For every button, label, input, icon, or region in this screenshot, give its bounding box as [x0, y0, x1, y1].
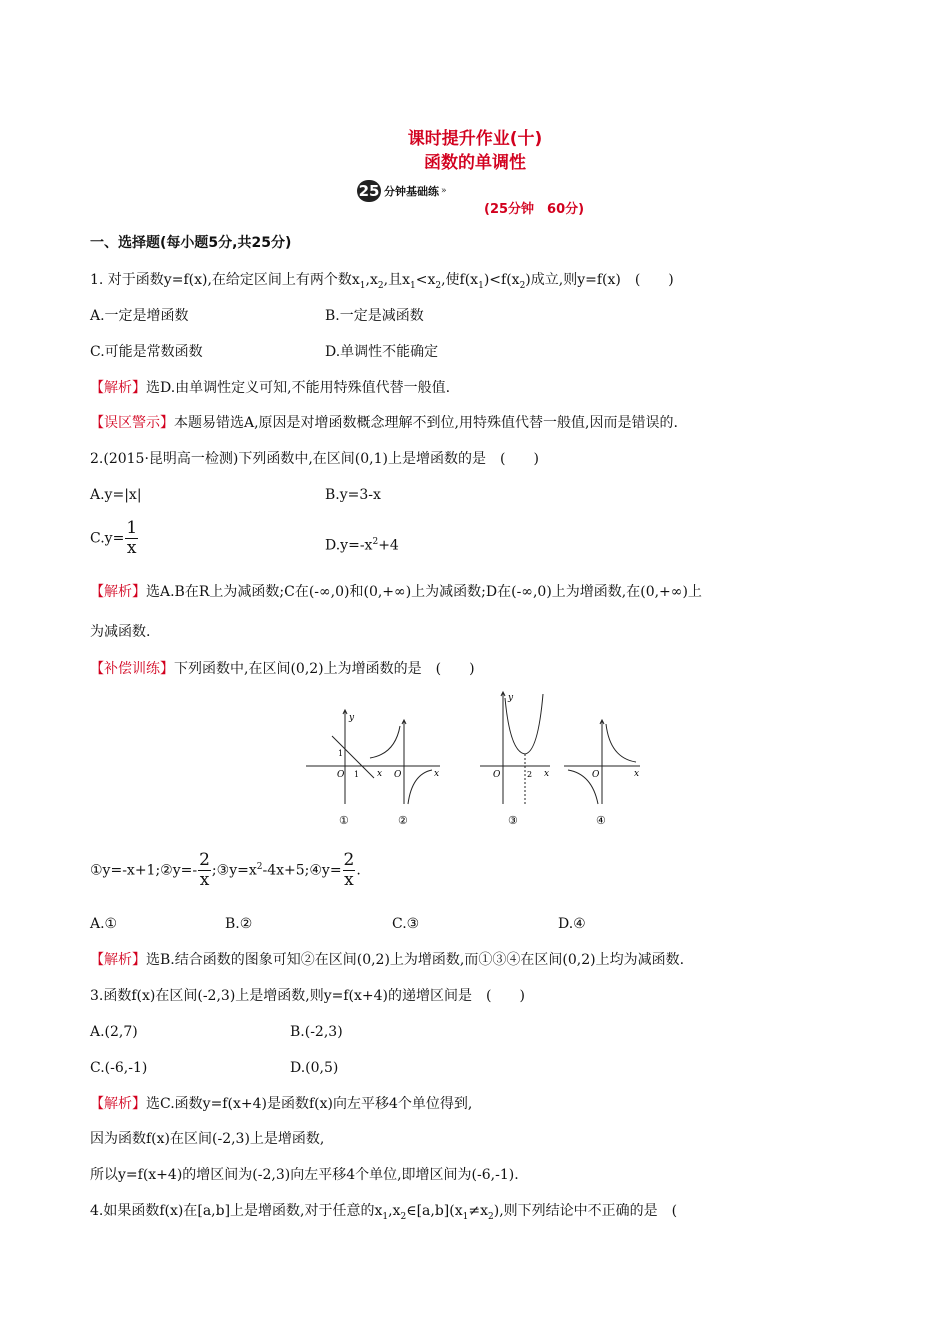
supp-option-b: B.② — [225, 916, 253, 932]
analysis-tag: 【解析】 — [90, 952, 146, 968]
time-info: (25分钟 60分) — [484, 202, 585, 217]
q3-option-b: B.(-2,3) — [290, 1024, 343, 1040]
graph-3-x-label: x — [544, 769, 550, 779]
graph-3-tick: 2 — [527, 770, 533, 779]
graph-3-y-label: y — [508, 693, 514, 703]
section-title: 一、选择题(每小题5分,共25分) — [90, 235, 292, 251]
supp-analysis: 【解析】选B.结合函数的图象可知②在区间(0,2)上为增函数,而①③④在区间(0,2)上均为减函数. — [90, 952, 685, 968]
graph-1 — [306, 710, 384, 804]
q3-option-a: A.(2,7) — [90, 1024, 138, 1040]
q2-analysis-1: 【解析】选A.B在R上为减函数;C在(-∞,0)和(0,+∞)上为减函数;D在(-∞,0)上为增函数,在(0,+∞)上 — [90, 584, 702, 600]
graph-label-2: ② — [398, 814, 408, 827]
graph-4-x-label: x — [634, 769, 640, 779]
supp-option-d: D.④ — [558, 916, 586, 932]
graph-1-tick-y: 1 — [338, 749, 344, 758]
q1-option-b: B.一定是减函数 — [325, 308, 424, 324]
q2-analysis-2: 为减函数. — [90, 624, 151, 640]
page-title: 课时提升作业(十) — [407, 129, 543, 149]
supp-option-a: A.① — [90, 916, 118, 932]
analysis-tag: 【解析】 — [90, 380, 146, 396]
graph-2-x-label: x — [434, 769, 440, 779]
analysis-tag: 【解析】 — [90, 1096, 146, 1112]
page-subtitle: 函数的单调性 — [424, 153, 526, 173]
supp-stem: 【补偿训练】下列函数中,在区间(0,2)上为增函数的是 ( ) — [90, 661, 475, 677]
graph-label-3: ③ — [508, 814, 518, 827]
graph-3-origin: O — [493, 770, 501, 780]
q1-analysis: 【解析】选D.由单调性定义可知,不能用特殊值代替一般值. — [90, 380, 451, 396]
graph-4 — [564, 720, 640, 804]
graph-2 — [366, 720, 440, 804]
graph-1-x-label: x — [377, 769, 383, 779]
question-4-stem: 4.如果函数f(x)在[a,b]上是增函数,对于任意的$x_1,x_2\in[a,b](x_1\ne x_2)$,则下列结论中不正确的是 ( — [90, 1203, 678, 1222]
chevron-right-icon: » — [441, 186, 447, 196]
time-badge — [357, 180, 447, 202]
q3-analysis-2: 因为函数f(x)在区间(-2,3)上是增函数, — [90, 1131, 325, 1147]
q2-option-d: $D.y=-x^2+4$ — [325, 537, 399, 554]
q1-warning: 【误区警示】本题易错选A,原因是对增函数概念理解不到位,用特殊值代替一般值,因而是错误的. — [90, 415, 678, 431]
graph-1-y-label: y — [349, 713, 355, 723]
graph-3 — [480, 692, 550, 804]
question-1-stem: 1. 对于函数y=f(x),在给定区间上有两个数$x_1,x_2$,且$x_1<x_2$,使$f(x_1)<f(x_2)$成立,则y=f(x) ( ) — [90, 272, 674, 291]
graph-2-origin: O — [394, 770, 402, 780]
graph-1-tick-x: 1 — [354, 770, 360, 779]
q3-analysis-3: 所以y=f(x+4)的增区间为(-2,3)向左平移4个单位,即增区间为(-6,-1). — [90, 1167, 519, 1183]
q1-option-d: D.单调性不能确定 — [325, 344, 439, 360]
q1-option-c: C.可能是常数函数 — [90, 344, 203, 360]
graph-4-origin: O — [592, 770, 600, 780]
q2-option-c: C.y= $\frac{1}{x}$ — [90, 518, 138, 558]
q1-option-a: A.一定是增函数 — [90, 308, 189, 324]
supp-tag: 【补偿训练】 — [90, 661, 174, 677]
badge-label: 分钟基础练 — [384, 185, 439, 198]
analysis-tag: 【解析】 — [90, 584, 146, 600]
graph-1-origin: O — [337, 770, 345, 780]
graph-label-1: ① — [339, 814, 349, 827]
graph-label-4: ④ — [596, 814, 606, 827]
warning-tag: 【误区警示】 — [90, 415, 174, 431]
q3-option-d: D.(0,5) — [290, 1060, 339, 1076]
q2-option-b: B.y=3-x — [325, 487, 381, 503]
question-2-stem: 2.(2015·昆明高一检测)下列函数中,在区间(0,1)上是增函数的是 ( ) — [90, 451, 539, 467]
supp-option-c: C.③ — [392, 916, 420, 932]
supp-function-list: ①y=-x+1;②y=- $\frac{2}{x}$ $;③y=x^2-4x+5;④y=$ $\frac{2}{x}$ . — [90, 850, 361, 890]
q2-option-a: A.y=|x| — [90, 487, 142, 503]
badge-number: 25 — [358, 182, 380, 200]
q3-option-c: C.(-6,-1) — [90, 1060, 148, 1076]
function-graphs — [300, 688, 645, 830]
q3-analysis-1: 【解析】选C.函数y=f(x+4)是函数f(x)向左平移4个单位得到, — [90, 1096, 473, 1112]
question-3-stem: 3.函数f(x)在区间(-2,3)上是增函数,则y=f(x+4)的递增区间是 ( ) — [90, 988, 525, 1004]
